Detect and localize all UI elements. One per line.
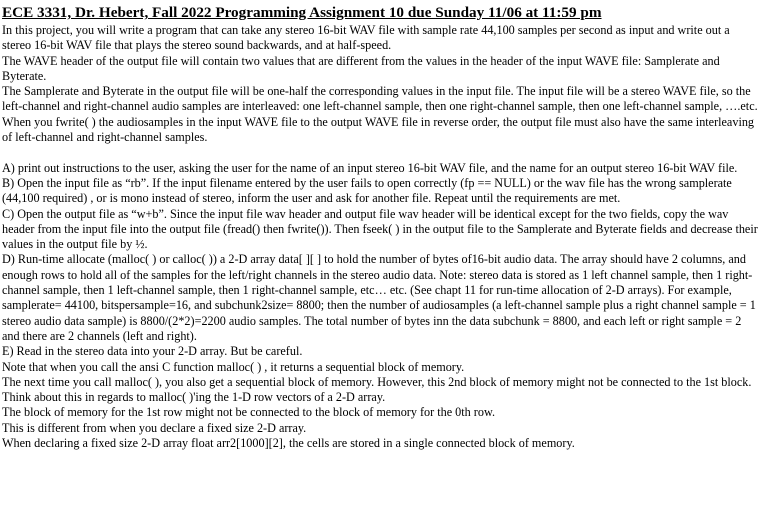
step-b-paragraph: B) Open the input file as “rb”. If the input filename entered by the user fails to open correctly (fp == NULL) or the wav file has the wrong samplerate (44,100 required) , or is mono instead of stereo, inform the user and ask for another file. Repeat until the requirements are met. — [2, 175, 732, 206]
note-paragraph: Note that when you call the ansi C function malloc( ) , it returns a sequential block of memory. — [2, 359, 465, 374]
assignment-document — [2, 4, 760, 451]
step-d-paragraph: D) Run-time allocate (malloc( ) or calloc( )) a 2-D array data[ ][ ] to hold the number of bytes of16-bit audio data. The array should have 2 columns, and enough rows to hold all of the samples for the left/right channels in the stereo audio data. Note: stereo data is stored as 1 left channel sample, then 1 right-channel sample, then 1 left-channel sample, then 1 right-channel sample, etc… etc. (See chapt 11 for run-time allocation of 2-D arrays). For example, samplerate= 44100, bitspersample=16, and subchunk2size= 8800; then the number of audiosamples (a left-channel sample plus a right channel sample = 1 stereo audio data sample) is 8800/(2*2)=2200 audio samples. The total number of bytes inn the data subchunk = 8800, and each left or right sample = 2 and there are 2 channels (left and right). — [2, 252, 756, 343]
intro-paragraph: When you fwrite( ) the audiosamples in the input WAVE file to the output WAVE file in reverse order, the output file must also have the same interleaving of left-channel and right-channel samples. — [2, 114, 755, 145]
step-e-paragraph: E) Read in the stereo data into your 2-D array. But be careful. — [2, 344, 303, 359]
intro-paragraph: The WAVE header of the output file will contain two values that are different from the values in the header of the input WAVE file: Samplerate and Byterate. — [2, 53, 720, 83]
note-paragraph: This is different from when you declare a fixed size 2-D array. — [2, 420, 307, 435]
intro-paragraph: In this project, you will write a program that can take any stereo 16-bit WAV file with sample rate 44,100 samples per second as input and write out a stereo 16-bit WAV file that plays the stereo sound backwards, and at half-speed. — [2, 23, 730, 53]
note-paragraph: Think about this in regards to malloc( )'ing the 1-D row vectors of a 2-D array. — [2, 390, 386, 405]
step-c-paragraph: C) Open the output file as “w+b”. Since the input file wav header and output file wav header will be identical except for the two fields, copy the wav header from the input file into the output file (fread() then fwrite()). Then fseek( ) in the output file to the Samplerate and Byterate fields and decrease their values in the output file by ½. — [2, 206, 758, 252]
note-paragraph: The block of memory for the 1st row might not be connected to the block of memory for the 0th row. — [2, 405, 496, 420]
intro-paragraph: The Samplerate and Byterate in the output file will be one-half the corresponding values in the input file. The input file will be a stereo WAVE file, so the left-channel and right-channel audio samples are interleaved: one left-channel sample, then one right-channel sample, then one left-channel sample, ….etc. — [2, 84, 758, 114]
note-paragraph: When declaring a fixed size 2-D array float arr2[1000][2], the cells are stored in a single connected block of memory. — [2, 436, 575, 451]
assignment-title: ECE 3331, Dr. Hebert, Fall 2022 Programming Assignment 10 due Sunday 11/06 at 11:59 pm — [2, 4, 602, 21]
note-paragraph: The next time you call malloc( ), you also get a sequential block of memory. However, this 2nd block of memory might not be connected to the 1st block. — [2, 374, 752, 389]
step-a-paragraph: A) print out instructions to the user, asking the user for the name of an input stereo 16-bit WAV file, and the name for an output stereo 16-bit WAV file. — [2, 160, 738, 175]
